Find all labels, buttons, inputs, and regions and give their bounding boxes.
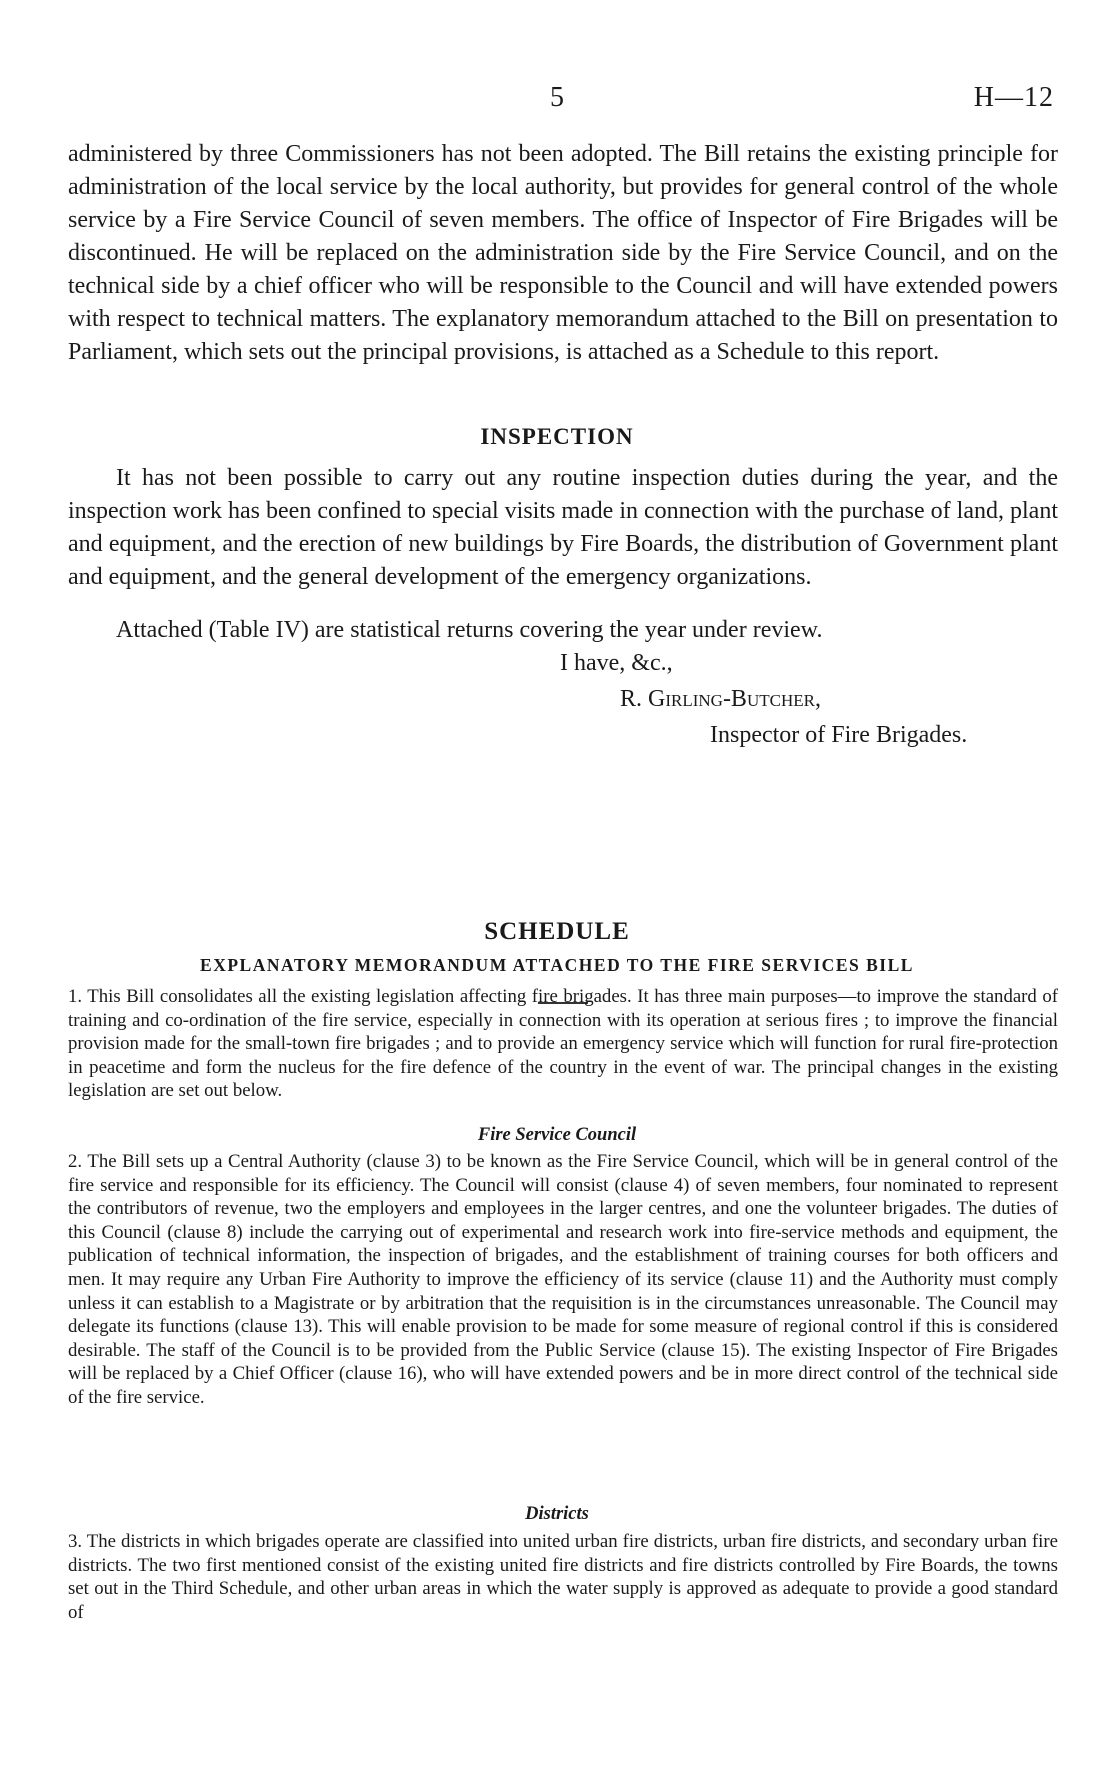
signature-name: R. Girling-Butcher,	[620, 686, 821, 712]
signature-title: Inspector of Fire Brigades.	[710, 722, 968, 748]
memorandum-title: EXPLANATORY MEMORANDUM ATTACHED TO THE FIRE SERVICES BILL	[200, 955, 914, 975]
page-number: 5	[550, 82, 564, 113]
inspection-heading: INSPECTION	[480, 424, 634, 449]
attached-paragraph: Attached (Table IV) are statistical returns covering the year under review.	[116, 617, 823, 643]
intro-paragraph: administered by three Commissioners has not been adopted. The Bill retains the existing principle for administration of the local service by the local authority, but provides for general control of the whole service by a Fire Service Council of seven members. The office of Inspector of Fire Brigades will be discontinued. He will be replaced on the administration side by the Fire Service Council, and on the technical side by a chief officer who will be responsible to the Council and will have extended powers with respect to technical matters. The explanatory memorandum attached to the Bill on presentation to Parliament, which sets out the principal provisions, is attached as a Schedule to this report.	[68, 141, 1058, 365]
fire-service-council-subheading: Fire Service Council	[477, 1125, 637, 1145]
closing-salutation: I have, &c.,	[560, 650, 673, 676]
schedule-paragraph-3: 3. The districts in which brigades operate are classified into united urban fire districts, urban fire districts, and secondary urban fire districts. The two first mentioned consist of the existing united fire districts and fire districts controlled by Fire Boards, the towns set out in the Third Schedule, and other urban areas in which the water supply is approved as adequate to provide a good standard of	[68, 1531, 1058, 1623]
inspection-paragraph: It has not been possible to carry out any routine inspection duties during the year, and the inspection work has been confined to special visits made in connection with the purchase of land, plant and equipment, and the erection of new buildings by Fire Boards, the distribution of Government plant and equipment, and the general development of the emergency organizations.	[68, 465, 1058, 590]
schedule-heading: SCHEDULE	[484, 918, 630, 945]
schedule-paragraph-1: 1. This Bill consolidates all the existing legislation affecting fire brigades. It has three main purposes—to improve the standard of training and co-ordination of the fire service, especially in connection with its operation at serious fires ; to improve the financial provision made for the small-town fire brigades ; and to provide an emergency service which will function for rural fire-protection in peacetime and form the nucleus for the fire defence of the country in the event of war. The principal changes in the existing legislation are set out below.	[68, 986, 1058, 1102]
schedule-paragraph-2: 2. The Bill sets up a Central Authority (clause 3) to be known as the Fire Service Council, which will be in general control of the fire service and responsible for its efficiency. The Council will consist (clause 4) of seven members, four nominated to represent the contributors of revenue, two the employers and employees in the larger centres, and one the volunteer brigades. The duties of this Council (clause 8) include the carrying out of experimental and research work into fire-service methods and equipment, the publication of technical information, the inspection of brigades, and the establishment of training courses for both officers and men. It may require any Urban Fire Authority to improve the efficiency of its service (clause 11) and the Authority must comply unless it can establish to a Magistrate or by arbitration that the requisition is in the circumstances unreasonable. The Council may delegate its functions (clause 13). This will enable provision to be made for some measure of regional control if this is considered desirable. The staff of the Council is to be provided from the Public Service (clause 15). The existing Inspector of Fire Brigades will be replaced by a Chief Officer (clause 16), who will have extended powers and be in more direct control of the technical side of the fire service.	[68, 1151, 1058, 1408]
districts-subheading: Districts	[525, 1504, 589, 1524]
document-reference: H—12	[973, 82, 1054, 113]
